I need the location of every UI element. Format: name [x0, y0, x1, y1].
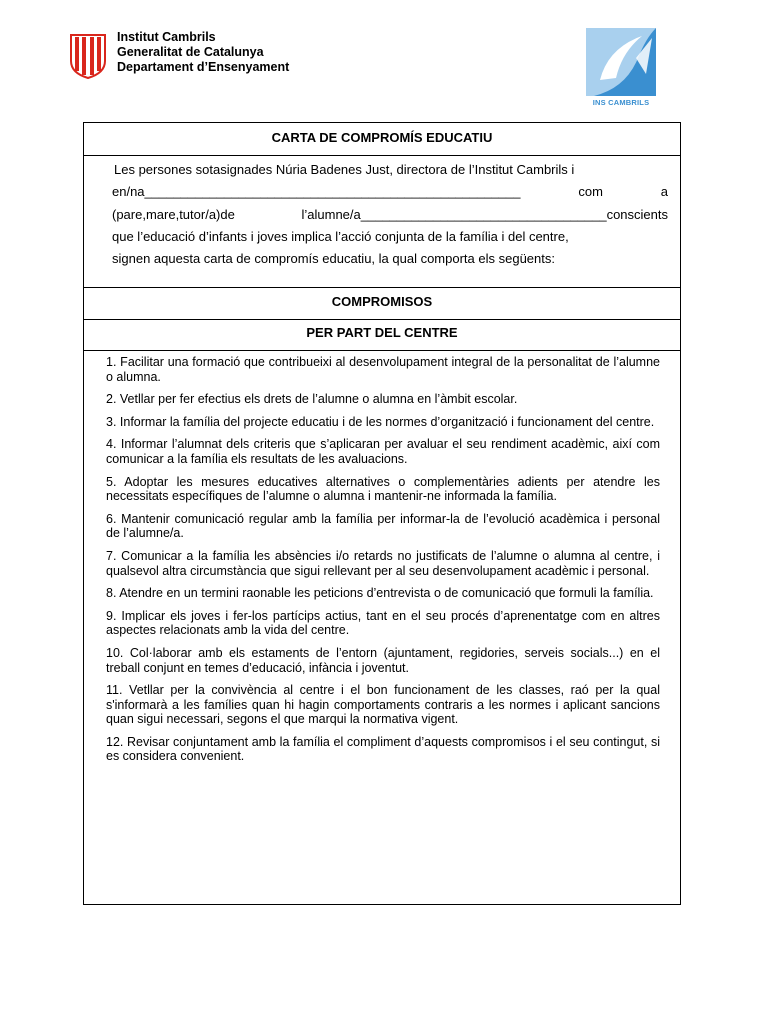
commitment-item: 11. Vetllar per la convivència al centre i el bon funcionament de les classes, raó per la qual s'informarà a les famílies quan hi hagin comportaments contraris a les normes i aplicant sancions quan sigui necessari, segons el que marqui la normativa vigent.	[106, 683, 660, 727]
commitment-item: 9. Implicar els joves i fer-los partícips actius, tant en el seu procés d’aprenentatge com en altres aspectes relacionats amb la vida del centre.	[106, 608, 660, 638]
divider	[84, 350, 680, 351]
intro-line: que l’educació d’infants i joves implica l’acció conjunta de la família i del centre,	[112, 228, 569, 244]
student-name-field: l’alumne/a__________________________________conscients	[301, 206, 668, 222]
subsection-heading: PER PART DEL CENTRE	[306, 325, 458, 340]
intro-line: Les persones sotasignades Núria Badenes Just, directora de l’Institut Cambrils i	[114, 162, 575, 177]
document-title: CARTA DE COMPROMÍS EDUCATIU	[271, 130, 493, 145]
section-heading: COMPROMISOS	[331, 294, 433, 309]
intro-line: signen aquesta carta de compromís educatiu, la qual comporta els següents:	[112, 251, 555, 267]
institution-name: Institut Cambrils	[117, 30, 216, 44]
intro-line	[112, 204, 668, 226]
commitment-item: 5. Adoptar les mesures educatives alternatives o complementàries adients per atendre les necessitats específiques de l’alumne o alumna i mantenir-ne informada la família.	[106, 474, 660, 504]
intro-line	[112, 181, 668, 203]
commitments-list	[106, 355, 660, 772]
commitment-item: 6. Mantenir comunicació regular amb la família per informar-la de l’evolució acadèmica i personal de l’alumne/a.	[106, 511, 660, 541]
commitment-item: 2. Vetllar per fer efectius els drets de l’alumne o alumna en l’àmbit escolar.	[106, 392, 518, 407]
intro-word: a	[660, 184, 668, 200]
commitment-item: 1. Facilitar una formació que contribueixi al desenvolupament integral de la personalitat de l’alumne o alumna.	[106, 355, 660, 384]
divider	[84, 155, 680, 156]
intro-word: (pare,mare,tutor/a)de	[112, 206, 235, 222]
commitment-form	[83, 122, 681, 905]
commitment-item: 7. Comunicar a la família les absències i/o retards no justificats de l’alumne o alumna al centre, i qualsevol altra circumstància que sigui rellevant per al seu desenvolupament acadèmic i personal.	[106, 548, 660, 578]
government-name: Generalitat de Catalunya	[117, 45, 264, 59]
commitment-item: 10. Col·laborar amb els estaments de l’entorn (ajuntament, regidories, serveis socials...) en el treball conjunt en temes d’educació, infància i joventut.	[106, 645, 660, 675]
intro-paragraph	[112, 159, 668, 270]
commitment-item: 4. Informar l’alumnat dels criteris que s’aplicaran per avaluar el seu rendiment acadèmic, així com comunicar a la família els resultats de les avaluacions.	[106, 437, 660, 466]
guardian-name-field: en/na____________________________________________________	[112, 184, 521, 200]
logo-caption: INS CAMBRILS	[592, 98, 650, 107]
generalitat-seal-icon	[68, 33, 108, 79]
commitment-item: 8. Atendre en un termini raonable les peticions d’entrevista o de comunicació que formuli la família.	[106, 586, 654, 601]
divider	[84, 319, 680, 320]
department-name: Departament d’Ensenyament	[117, 60, 290, 74]
intro-word: com	[578, 184, 603, 200]
commitment-item: 12. Revisar conjuntament amb la família el compliment d’aquests compromisos i el seu contingut, si es considera convenient.	[106, 734, 660, 764]
institution-block	[117, 30, 289, 75]
commitment-item: 3. Informar la família del projecte educatiu i de les normes d’organització i funcionament del centre.	[106, 414, 655, 429]
divider	[84, 287, 680, 288]
